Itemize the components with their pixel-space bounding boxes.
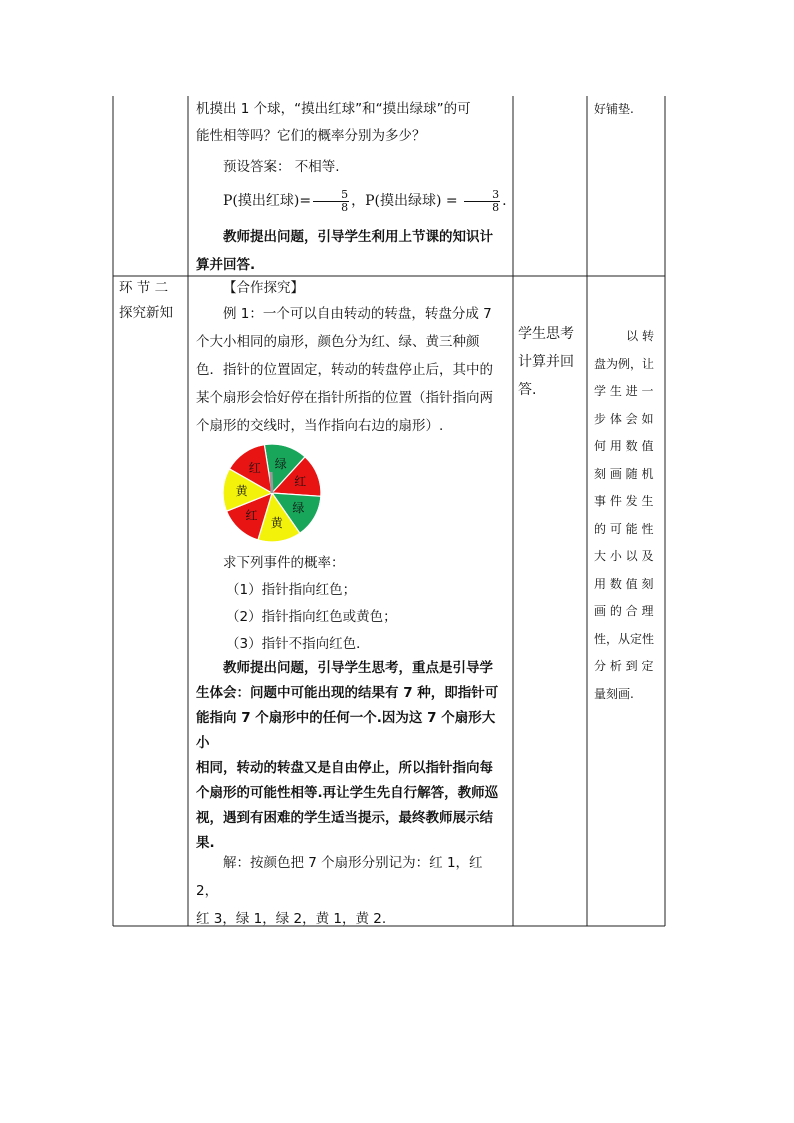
spinner-diagram: [222, 442, 326, 546]
intent-line-7: 事 件 发 生: [594, 494, 654, 508]
intent-line-2: 盘为例，让: [594, 356, 655, 371]
formula-green-prefix: P(摸出绿球) =: [365, 193, 463, 209]
question-intro: 求下列事件的概率：: [223, 555, 345, 571]
fraction-green: [464, 189, 500, 214]
formula-end: .: [502, 193, 507, 209]
row2-solution: [196, 849, 508, 933]
example-line-4: 某个扇形会恰好停在指针所指的位置（指针指向两: [196, 390, 493, 406]
question-2: （2）指针指向红色或黄色；: [226, 609, 397, 625]
teacher-note-line-1: 教师提出问题，引导学生思考，重点是引导学: [223, 660, 493, 676]
spinner-pointer: [271, 472, 272, 493]
example-line-3: 色．指针的位置固定，转动的转盘停止后，其中的: [196, 362, 493, 378]
student-line-1: 学生思考: [518, 326, 574, 342]
teacher-note-line-4: 相同，转动的转盘又是自由停止，所以指针指向每: [196, 760, 493, 776]
intent-line-11: 画 的 合 理: [594, 604, 654, 618]
row2-questions: [196, 550, 508, 658]
spinner-sector-label-1: 绿: [274, 456, 287, 471]
intent-line-10: 用 数 值 刻: [594, 576, 654, 591]
stage-label-line-2: 探究新知: [119, 305, 173, 321]
example-line-5: 个扇形的交线时，当作指向右边的扇形）.: [196, 418, 444, 434]
row2-stage-cell: [119, 276, 185, 326]
intent-line-5: 何 用 数 值: [594, 439, 654, 453]
teacher-note-line-7: 果.: [196, 835, 215, 851]
intent-line-4: 步 体 会 如: [594, 411, 654, 426]
spinner-sector-label-7: 红: [248, 461, 261, 476]
formula-red-prefix: P(摸出红球)=: [223, 193, 312, 209]
fraction-red: [313, 189, 349, 214]
row1-teacher-note-line-2: 算并回答.: [196, 257, 256, 273]
example-line-2: 个大小相同的扇形，颜色分为红、绿、黄三种颜: [196, 334, 480, 350]
spinner-sector-label-2: 红: [294, 474, 307, 489]
spinner-sector-label-4: 黄: [270, 516, 283, 531]
fraction-green-numerator: 3: [464, 189, 500, 202]
row2-intent-cell: [594, 323, 660, 708]
teacher-note-line-2: 生体会：问题中可能出现的结果有 7 种，即指针可: [196, 685, 499, 701]
row1-line-2: 能性相等吗？它们的概率分别为多少？: [196, 128, 426, 144]
spinner-sector-label-6: 黄: [235, 483, 248, 498]
fraction-red-denominator: 8: [341, 200, 349, 214]
intent-line-12: 性，从定性: [594, 631, 655, 646]
intent-line-1: 以 转: [626, 329, 654, 343]
intent-line-14: 量刻画.: [594, 686, 634, 701]
intent-line-13: 分 析 到 定: [594, 659, 654, 673]
student-line-2: 计算并回: [518, 354, 574, 370]
question-1: （1）指针指向红色；: [226, 582, 357, 598]
section-heading: 【合作探究】: [223, 280, 304, 296]
teacher-note-line-6: 视，遇到有困难的学生适当提示，最终教师展示结: [196, 810, 493, 826]
spinner-sector-label-5: 红: [245, 508, 258, 523]
formula-separator: ，: [351, 193, 366, 209]
student-line-3: 答.: [518, 382, 537, 398]
row1-intent-text: 好铺垫.: [594, 102, 634, 116]
row1-line-1: 机摸出 1 个球，“摸出红球”和“摸出绿球”的可: [196, 101, 471, 117]
row1-intent-cell: [594, 96, 660, 122]
intent-line-8: 的 可 能 性: [594, 521, 654, 536]
row2-content-cell: [196, 276, 508, 440]
teacher-note-line-5: 个扇形的可能性相等.再让学生先自行解答，教师巡: [196, 785, 499, 801]
spinner-sector-label-3: 绿: [292, 500, 305, 515]
stage-label-line-1: 环 节 二: [119, 280, 169, 296]
teacher-note-line-3: 能指向 7 个扇形中的任何一个.因为这 7 个扇形大小: [196, 710, 496, 751]
fraction-green-denominator: 8: [492, 200, 500, 214]
solution-line-1: 解：按颜色把 7 个扇形分别记为：红 1，红 2，: [196, 855, 483, 899]
row1-teacher-note-line-1: 教师提出问题，引导学生利用上节课的知识计: [223, 229, 493, 245]
probability-formula: [196, 186, 508, 216]
row2-teacher-note: [196, 656, 508, 856]
fraction-red-numerator: 5: [313, 189, 349, 202]
example-line-1: 例 1：一个可以自由转动的转盘，转盘分成 7: [223, 306, 492, 322]
intent-line-3: 学 生 进 一: [594, 384, 654, 398]
intent-line-6: 刻 画 随 机: [594, 466, 654, 481]
preset-answer: 预设答案： 不相等.: [223, 159, 340, 175]
intent-line-9: 大 小 以 及: [594, 549, 654, 563]
question-3: （3）指针不指向红色．: [226, 636, 370, 652]
row2-student-cell: [518, 320, 586, 404]
row1-content-cell: [196, 96, 508, 278]
solution-line-2: 红 3，绿 1，绿 2，黄 1，黄 2.: [196, 911, 387, 927]
